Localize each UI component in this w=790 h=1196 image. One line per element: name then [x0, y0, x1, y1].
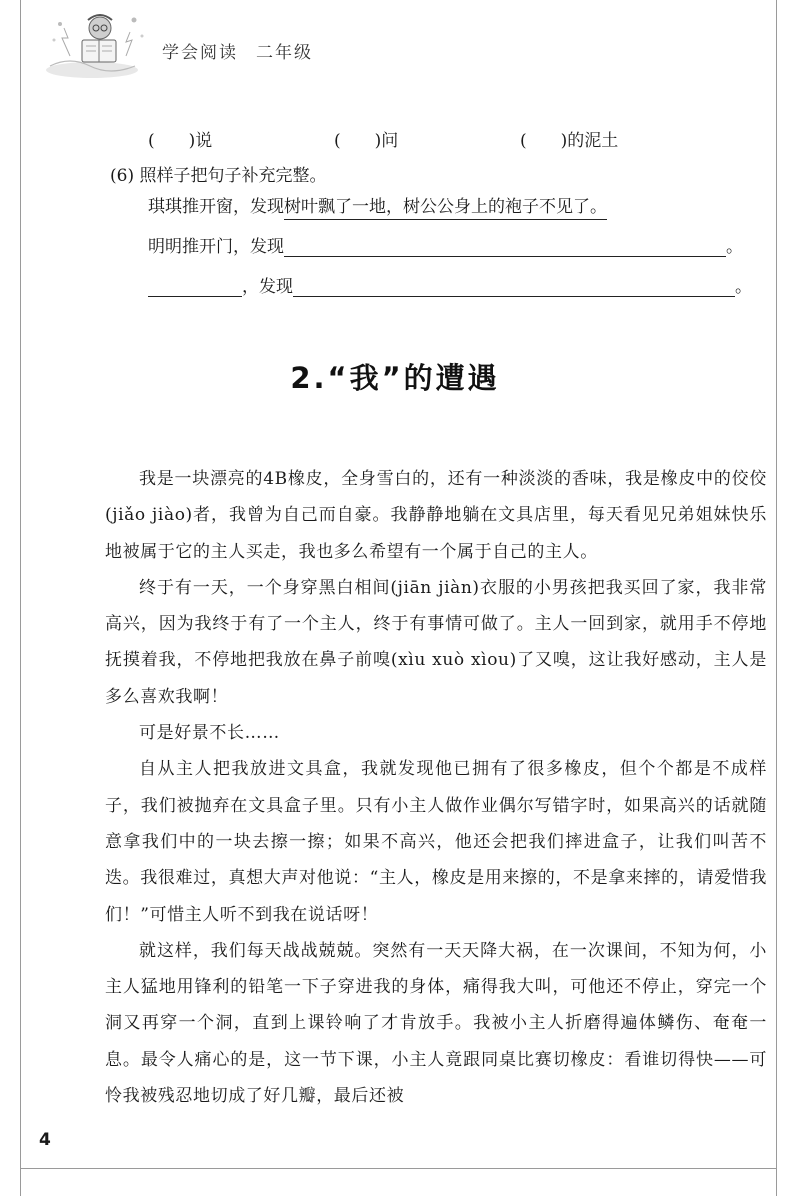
- book-title: 学会阅读: [162, 43, 238, 63]
- example-sentence: 琪琪推开窗，发现树叶飘了一地，树公公身上的袍子不见了。: [148, 192, 607, 217]
- article-body: [105, 461, 767, 1114]
- page-border-left: [20, 0, 21, 1196]
- reading-child-illustration: [30, 6, 160, 86]
- paragraph-5: 就这样，我们每天战战兢兢。突然有一天天降大祸，在一次课间，不知为何，小主人猛地用锋利的铅笔一下子穿进我的身体，痛得我大叫，可他还不停止，穿完一个洞又再穿一个洞，直到上课铃响了才肯放手。我被小主人折磨得遍体鳞伤、奄奄一息。最令人痛心的是，这一节下课，小主人竟跟同桌比赛切橡皮：看谁切得快——可怜我被残忍地切成了好几瓣，最后还被: [105, 940, 767, 1107]
- paragraph-3: 可是好景不长……: [139, 723, 280, 744]
- answer-line-1[interactable]: [284, 238, 726, 257]
- answer-line-2a[interactable]: [148, 278, 242, 297]
- paragraph-4: 自从主人把我放进文具盒，我就发现他已拥有了很多橡皮，但个个都是不成样子，我们被抛弃在文具盒子里。只有小主人做作业偶尔写错字时，如果高兴的话就随意拿我们中的一块去擦一擦；如果不高兴，他还会把我们摔进盒子，让我们叫苦不迭。我很难过，真想大声对他说：“主人，橡皮是用来擦的，不是拿来摔的，请爱惜我们！”可惜主人听不到我在说话呀！: [105, 759, 767, 925]
- fill-sentence-2: ，发现 。: [148, 272, 752, 297]
- question-instruction: 照样子把句子补充完整。: [139, 166, 327, 186]
- page-border-right: [776, 0, 777, 1196]
- question-6: [110, 161, 327, 186]
- page-header: [30, 6, 350, 86]
- fill-sentence-1: 明明推开门，发现 。: [148, 237, 743, 257]
- word-blank-1: ( )说: [148, 131, 213, 151]
- answer-line-2b[interactable]: [293, 278, 735, 297]
- example-underlined: 树叶飘了一地，树公公身上的袍子不见了。: [284, 197, 607, 220]
- word-blank-3: ( )的泥土: [520, 131, 619, 151]
- article-title: 2.“我”的遭遇: [290, 361, 500, 395]
- word-blank-2: ( )问: [334, 131, 399, 151]
- paragraph-2: 终于有一天，一个身穿黑白相间(jiān jiàn)衣服的小男孩把我买回了家，我非常高兴，因为我终于有了一个主人，终于有事情可做了。主人一回到家，就用手不停地抚摸着我，不停地把我放在鼻子前嗅(xìu xuò xìou)了又嗅，这让我好感动，主人是多么喜欢我啊！: [105, 577, 767, 707]
- grade-label: 二年级: [256, 43, 313, 63]
- page-border-bottom: [20, 1168, 777, 1169]
- page-number: 4: [39, 1130, 51, 1150]
- paragraph-1: 我是一块漂亮的4B橡皮，全身雪白的，还有一种淡淡的香味，我是橡皮中的佼佼(jiǎo jiào)者，我曾为自己而自豪。我静静地躺在文具店里，每天看见兄弟姐妹快乐地被属于它的主人买走，我也多么希望有一个属于自己的主人。: [105, 469, 767, 562]
- header-title: [162, 38, 313, 63]
- question-number: (6): [110, 166, 135, 186]
